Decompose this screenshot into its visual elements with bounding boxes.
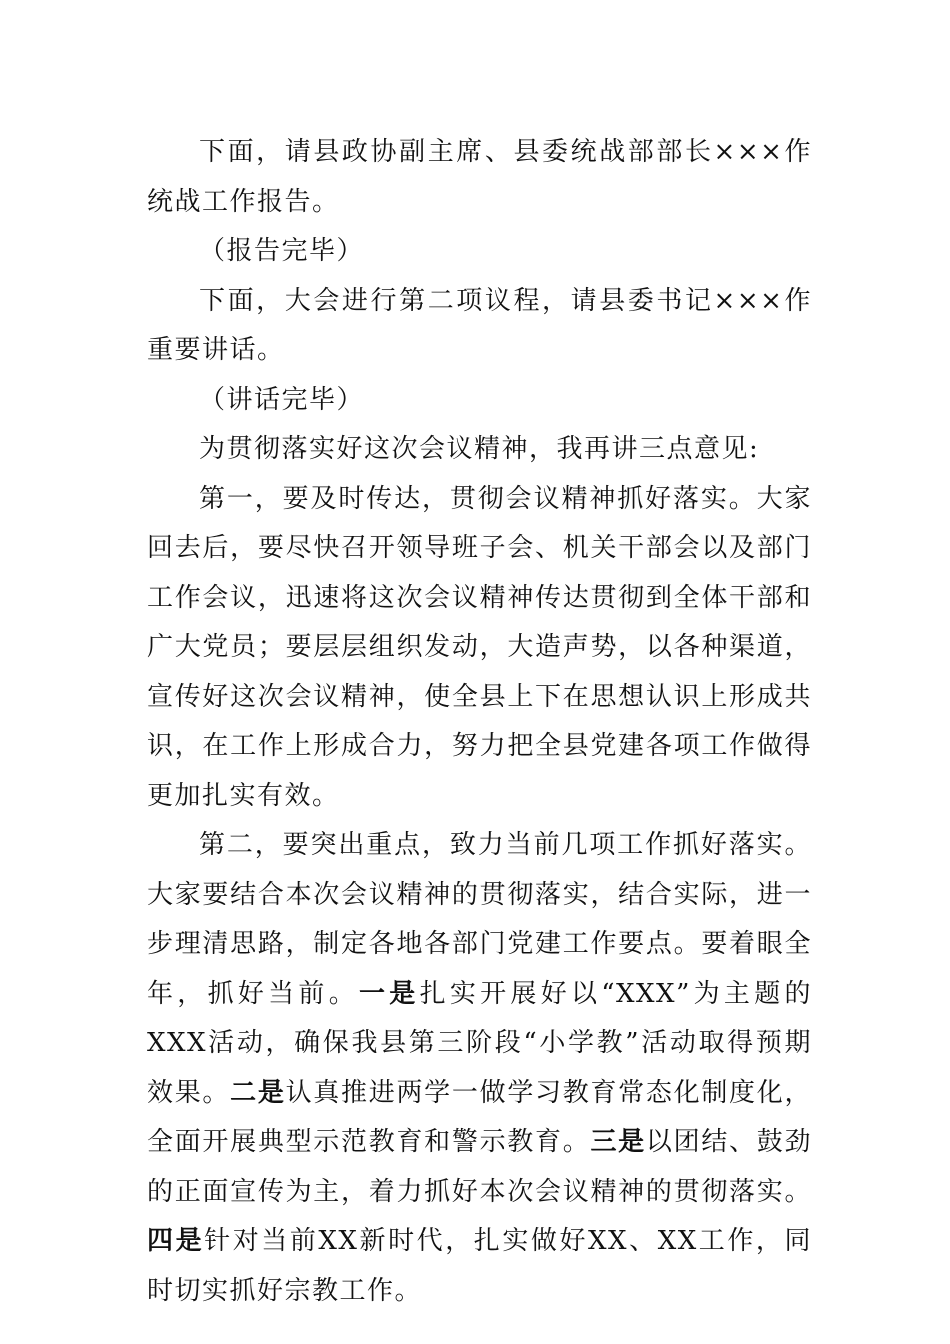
paragraph-3: 下面，大会进行第二项议程，请县委书记×××作重要讲话。 bbox=[147, 285, 812, 365]
paragraph-6: 第一，要及时传达，贯彻会议精神抓好落实。大家回去后，要尽快召开领导班子会、机关干部会以及部门工作会议，迅速将这次会议精神传达贯彻到全体干部和广大党员；要层层组织发动，大造声势，以各种渠道，宣传好这次会议精神，使全县上下在思想认识上形成共识，在工作上形成合力，努力把全县党建各项工作做得更加扎实有效。 bbox=[147, 483, 812, 811]
marker-2: 二是 bbox=[230, 1077, 286, 1108]
paragraph-7-lead: 第二，要突出重点，致力当前几项工作抓好落实。大家要结合本次会议精神的贯彻落实，结合实际，进一步理清思路，制定各地各部门党建工作要点。要着眼全年，抓好当前。 bbox=[147, 830, 812, 1009]
item-1-text: 扎实开展好以“XXX”为主题的XXX活动，确保我县第三阶段“小学教”活动取得预期效果。 bbox=[147, 978, 812, 1108]
paragraph-7 bbox=[147, 821, 812, 1316]
paragraph-5: 为贯彻落实好这次会议精神，我再讲三点意见: bbox=[199, 434, 760, 464]
marker-1: 一是 bbox=[358, 978, 420, 1009]
paragraph-1: 下面，请县政协副主席、县委统战部部长×××作统战工作报告。 bbox=[147, 137, 812, 217]
item-3-text: 以团结、鼓劲的正面宣传为主，着力抓好本次会议精神的贯彻落实。 bbox=[147, 1127, 812, 1207]
item-4-text: 针对当前XX新时代，扎实做好XX、XX工作，同时切实抓好宗教工作。 bbox=[147, 1226, 812, 1306]
marker-3: 三是 bbox=[590, 1127, 646, 1157]
item-2-text: 认真推进两学一做学习教育常态化制度化，全面开展典型示范教育和警示教育。 bbox=[147, 1077, 812, 1157]
marker-4: 四是 bbox=[147, 1226, 205, 1256]
document-body bbox=[147, 128, 812, 1316]
paragraph-2: （报告完毕） bbox=[199, 236, 365, 266]
paragraph-4: （讲话完毕） bbox=[199, 384, 365, 415]
